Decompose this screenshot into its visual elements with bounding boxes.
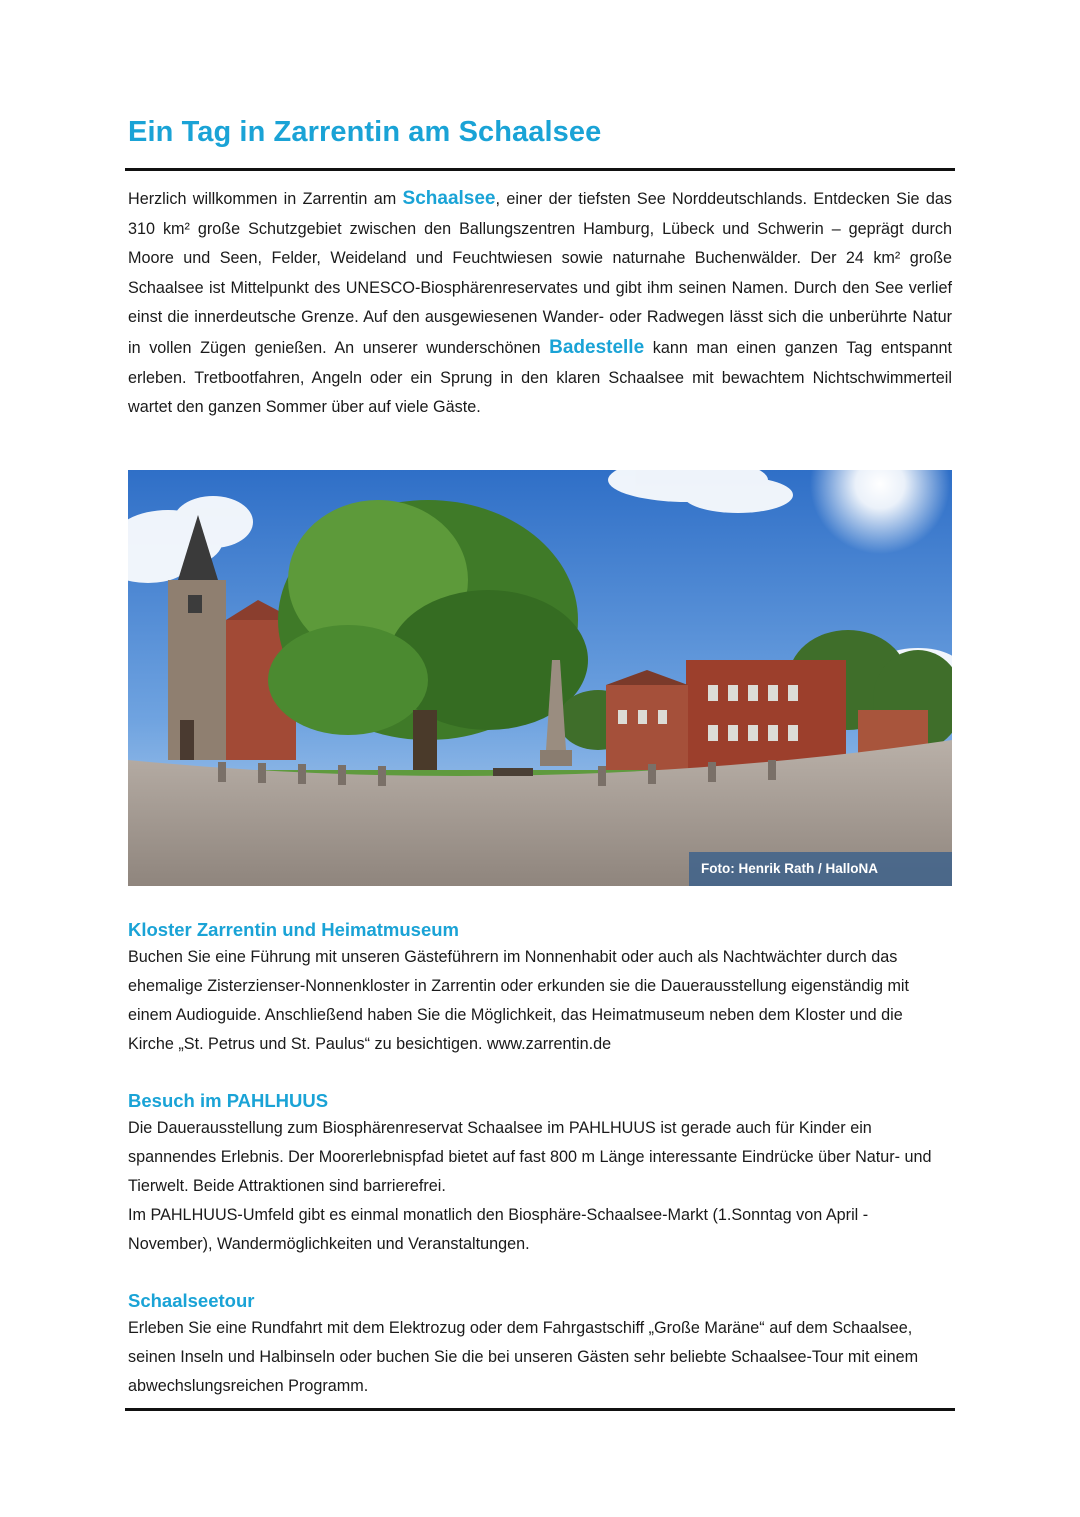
section-paragraph: Im PAHLHUUS-Umfeld gibt es einmal monatlich den Biosphäre-Schaalsee-Markt (1.Sonntag von April - November), Wandermöglichkeiten und Veranstaltungen.: [128, 1206, 869, 1253]
section-kloster: [128, 917, 952, 1059]
page-title: Ein Tag in Zarrentin am Schaalsee: [128, 116, 602, 148]
panorama-illustration: [128, 470, 952, 886]
section-heading: Schaalseetour: [128, 1290, 255, 1311]
section-paragraph: Buchen Sie eine Führung mit unseren Gästeführern im Nonnenhabit oder auch als Nachtwächter durch das ehemalige Zisterzienser-Nonnenkloster in Zarrentin oder erkunden sie die Dauerausstellung eigenständig mit einem Audioguide. Anschließend haben Sie die Möglichkeit, das Heimatmuseum neben dem Kloster und die Kirche „St. Petrus und St. Paulus“ zu besichtigen. www.zarrentin.de: [128, 948, 910, 1053]
badestelle-highlight: Badestelle: [549, 336, 645, 358]
bench: [493, 768, 533, 776]
photo-credit: Foto: Henrik Rath / HalloNA: [689, 852, 952, 886]
schaalsee-highlight: Schaalsee: [402, 188, 496, 209]
title-divider: [125, 168, 955, 171]
section-heading: Besuch im PAHLHUUS: [128, 1090, 329, 1111]
bottom-divider: [125, 1408, 955, 1411]
section-paragraph: Erleben Sie eine Rundfahrt mit dem Elektrozug oder dem Fahrgastschiff „Große Maräne“ auf dem Schaalsee, seinen Inseln und Halbinseln oder buchen Sie die bei unseren Gästen sehr beliebte Schaalsee-Tour mit einem abwechslungsreichen Programm.: [128, 1319, 919, 1395]
section-schaalseetour: [128, 1288, 952, 1401]
intro-text-2: , einer der tiefsten See Norddeutschlands. Entdecken Sie das 310 km² große Schutzgebiet zwischen den Ballungszentren Hamburg, Lübeck und Schwerin – geprägt durch Moore und Seen, Felder, Weideland und Feuchtwiesen sowie naturnahe Buchenwälder. Der 24 km² große Schaalsee ist Mittelpunkt des UNESCO-Biosphärenreservates und gibt ihm seinen Namen. Durch den See verlief einst die innerdeutsche Grenze. Auf den ausgewiesenen Wander- oder Radwegen lässt sich die unberührte Natur in vollen Zügen genießen. An unserer wunderschönen: [128, 190, 952, 357]
town-square-photo: [128, 470, 952, 886]
intro-paragraph: [128, 184, 952, 423]
section-paragraph: Die Dauerausstellung zum Biosphärenreservat Schaalsee im PAHLHUUS ist gerade auch für Kinder ein spannendes Erlebnis. Der Moorerlebnispfad bietet auf fast 800 m Länge interessante Eindrücke über Natur- und Tierwelt. Beide Attraktionen sind barrierefrei.: [128, 1119, 932, 1195]
intro-text-1: Herzlich willkommen in Zarrentin am: [128, 190, 403, 208]
section-pahlhuus: [128, 1088, 952, 1259]
intro-text-3: kann man einen ganzen Tag entspannt erleben. Tretbootfahren, Angeln oder ein Sprung in den klaren Schaalsee mit bewachtem Nichtschwimmerteil wartet den ganzen Sommer über auf viele Gäste.: [128, 338, 952, 417]
section-heading: Kloster Zarrentin und Heimatmuseum: [128, 919, 460, 940]
